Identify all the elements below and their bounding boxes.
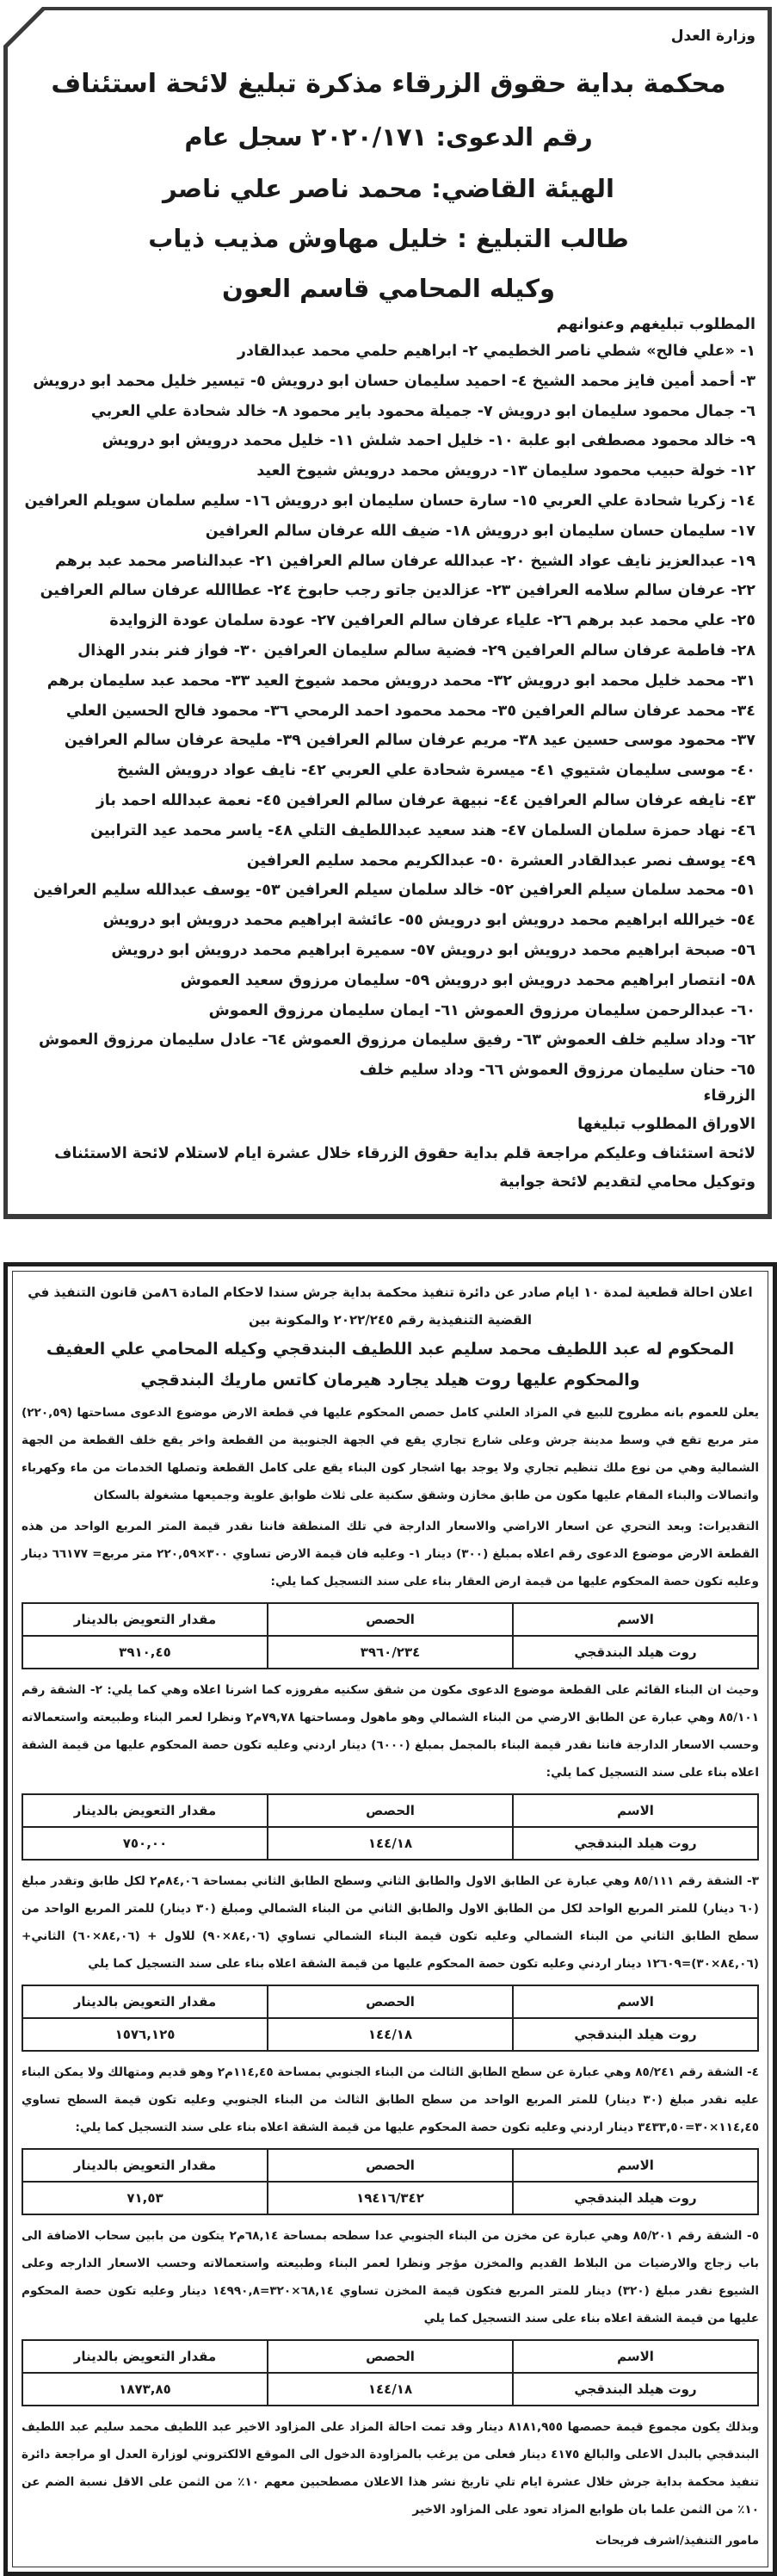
recipient-line: ٣- أحمد أمين فايز محمد الشيخ ٤- احميد سليمان حسان ابو درويش ٥- تيسير خليل محمد ابو درويش (33, 372, 755, 390)
header-share: الحصص (268, 1794, 513, 1827)
judgment-debtor: والمحكوم عليها روت هيلد يجارد هيرمان كاتس ماريك البندقجي (140, 1371, 640, 1390)
header-amount: مقدار التعويض بالدينار (22, 1794, 268, 1827)
recipient-line: ٥٤- خيرالله ابراهيم محمد درويش ابو درويش ٥٥- عائشة ابراهيم محمد درويش ابو درويش (102, 912, 755, 930)
cell-amount: ٧٥٠,٠٠ (22, 1827, 268, 1860)
recipient-line: ١٤- زكريا شحادة علي العربي ١٥- سارة حسان سليمان ابو درويش ١٦- سليم سلمان سويلم العرافين (24, 492, 755, 510)
table-row (22, 1827, 758, 1860)
cell-amount: ٣٩١٠,٤٥ (22, 1636, 268, 1669)
recipient-line: ٢٢- عرفان سالم سلامه العرافين ٢٣- عزالدين جاتو رجب حابوخ ٢٤- عطاالله عرفان سالم العرافين (40, 582, 755, 600)
notice-appeal-summons (0, 0, 777, 1223)
recipient-line: ٤٣- نايفه عرفان سالم العرافين ٤٤- نبيهة عرفان سالم العرافين ٤٥- نعمة عبدالله احمد باز (96, 792, 755, 809)
table-header-row (22, 1985, 758, 2018)
auction-closing-paragraph: وبذلك يكون مجموع قيمة حصصها ٨١٨١,٩٥٥ دينار وقد تمت احالة المزاد على المزاود الاخير عبد اللطيف محمد سليم عبد اللطيف البندقجي بالبدل الاعلى والبالغ ٤١٧٥ دينار فعلى من يرغب بالمزاودة الدخول الى الموقع الالكتروني لوزارة العدل او مراجعة دائرة تنفيذ محكمة بداية جرش خلال عشرة ايام تلي تاريخ نشر هذا الاعلان مصطحبين معهم ١٠٪ من الثمن على الاقل نسبة الضم عن ١٠٪ من الثمن علما بان طوابع المزاد تعود على المزاود الاخير (22, 2420, 760, 2517)
documents-text: لائحة استئناف وعليكم مراجعة قلم بداية حقوق الزرقاء خلال عشرة ايام لاستلام لائحة الاستئناف (54, 1145, 755, 1162)
cell-amount: ١٨٧٣,٨٥ (22, 2373, 268, 2406)
recipient-line: ١٢- خولة حبيب محمود سليمان ١٣- درويش محمد درويش شيوخ العيد (256, 462, 755, 480)
case-number: رقم الدعوى: ٢٠٢٠/١٧١ سجل عام (184, 122, 593, 152)
table-row (22, 2373, 758, 2406)
header-amount: مقدار التعويض بالدينار (22, 2149, 268, 2182)
city: الزرقاء (703, 1087, 755, 1105)
compensation-table (22, 1985, 759, 2052)
cell-amount: ١٥٧٦,١٢٥ (22, 2018, 268, 2051)
apartment-101-paragraph: وحيث ان البناء القائم على القطعة موضوع الدعوى مكون من شقق سكنيه مفروزه كما اشرنا اعلاه وهي كما يلي: ٢- الشقة رقم ٨٥/١٠١ وهي عبارة عن الطابق الارضي من البناء الشمالي وهو ماهول ومساحتها ٧٩,٧٨م٢ ونظرا لعمر البناء وطبيعته واستعمالاته وحسب الاسعار الدارجة فاننا نقدر قيمة البناء بالمجمل بمبلغ (٦٠٠٠) دينار اردني وعليه تكون حصة المحكوم عليها من قيمة الشقة اعلاه بناء على سند التسجيل كما يلي: (22, 1683, 759, 1780)
apartment-201-paragraph: ٥- الشقة رقم ٨٥/٢٠١ وهي عبارة عن مخزن من البناء الجنوبي عدا سطحه بمساحة ٦٨,١٤م٢ يتكون من بابين سحاب الاضافة الى باب زجاج والارضيات من البلاط القديم والمخزن مؤجر ونظرا لعمر البناء وطبيعته واستعمالاته وحسب الاسعار الدارجه وعلى الشيوع نقدر مبلغ (٣٢٠) دينار للمتر المربع فتكون قيمة المخزن تساوي ٦٨,١٤×٣٢٠=١٤٩٩٠,٨ دينار وعليه تكون حصة المحكوم عليها من قيمة الشقة اعلاه بناء على سند التسجيل كما يلي (22, 2229, 760, 2325)
table-header-row (22, 1603, 758, 1636)
auction-description-paragraph: يعلن للعموم بانه مطروح للبيع في المزاد العلني كامل حصص المحكوم عليها في قطعة الارض موضوع الدعوى مساحتها (٢٢٠,٥٩) متر مربع تقع في وسط مدينة جرش وعلى شارع تجاري يقع في الجهة الجنوبية من القطعة واخر يقع خلف القطعة من الجهة الشمالية وهي من نوع ملك تنظيم تجاري ولا يوجد بها اشجار كون البناء يقع على كامل القطعة وتصلها الخدمات من ماء وكهرباء واتصالات والبناء المقام عليها مكون من طابق مخازن وشقق سكنية على ثلاث طوابق علوية وجميعها مشغولة بالسكان (22, 1406, 759, 1502)
recipient-line: ٥١- محمد سلمان سيلم العرافين ٥٢- خالد سلمان سيلم العرافين ٥٣- يوسف عبدالله سليم العرافين (33, 882, 755, 900)
table-header-row (22, 1794, 758, 1827)
header-amount: مقدار التعويض بالدينار (22, 2340, 268, 2373)
compensation-table (22, 2339, 759, 2406)
header-share: الحصص (268, 1985, 513, 2018)
cell-amount: ٧١,٥٣ (22, 2182, 268, 2214)
cell-name: روت هيلد البندقجي (513, 2182, 758, 2214)
cell-share: ١٤٤/١٨ (268, 2018, 513, 2051)
cell-name: روت هيلد البندقجي (513, 2018, 758, 2051)
recipient-line: ١٩- عبدالعزيز نايف عواد الشيخ ٢٠- عبدالله عرفان سالم العرافين ٢١- عبدالناصر محمد عبد برهم (54, 552, 755, 570)
recipient-line: ٤٦- نهاد حمزة سلمان السلمان ٤٧- هند سعيد عبداللطيف التلي ٤٨- ياسر محمد عيد الترابين (90, 821, 755, 839)
header-amount: مقدار التعويض بالدينار (22, 1985, 268, 2018)
cell-share: ١٤٤/١٨ (268, 1827, 513, 1860)
recipient-line: ٢٨- فاطمة عرفان سالم العرافين ٢٩- فضية سالم سليمان العرافين ٣٠- فواز فنر بندر الهذال (77, 642, 755, 659)
case-reference: القضية التنفيذية رقم ٢٠٢٢/٢٤٥ والمكونة بين (248, 1312, 533, 1328)
header-name: الاسم (513, 1794, 758, 1827)
table-header-row (22, 2340, 758, 2373)
cell-name: روت هيلد البندقجي (513, 1827, 758, 1860)
cell-share: ١٩٤١٦/٣٤٢ (268, 2182, 513, 2214)
header-share: الحصص (268, 2149, 513, 2182)
recipient-line: ١٧- سليمان حسان سليمان ابو درويش ١٨- ضيف الله عرفان سالم العرافين (205, 522, 755, 540)
header-amount: مقدار التعويض بالدينار (22, 1603, 268, 1636)
cell-name: روت هيلد البندقجي (513, 2373, 758, 2406)
recipient-line: ٣١- محمد خليل محمد ابو درويش ٣٢- محمد درويش محمد شيوخ العيد ٣٣- محمد عبد سليمان برهم (46, 672, 755, 690)
compensation-table (22, 2148, 759, 2215)
recipient-line: ٤٩- يوسف نصر عبدالقادر العشرة ٥٠- عبدالكريم محمد سليم العرافين (246, 851, 755, 870)
recipient-line: ٣٧- محمود موسى حسين عيد ٣٨- مريم عرفان سالم العرافين ٣٩- مليحة عرفان سالم العرافين (64, 732, 755, 750)
cell-share: ٣٩٦٠/٢٣٤ (268, 1636, 513, 1669)
table-row (22, 2182, 758, 2214)
judge: الهيئة القاضي: محمد ناصر علي ناصر (163, 174, 614, 203)
table-row (22, 2018, 758, 2051)
recipient-line: ٦٥- حنان سليمان مرزوق العموش ٦٦- وداد سليم خلف (359, 1062, 755, 1080)
documents-text-2: وتوكيل محامي لتقديم لائحة جوابية (499, 1173, 755, 1191)
recipient-line: ٦٢- وداد سليم خلف العموش ٦٣- رفيق سليمان مرزوق العموش ٦٤- عادل سليمان مرزوق العموش (38, 1031, 755, 1050)
cell-name: روت هيلد البندقجي (513, 1636, 758, 1669)
recipient-line: ٤٠- موسى سليمان شتيوي ٤١- ميسرة شحادة علي العربي ٤٢- نايف عواد درويش الشيخ (116, 762, 755, 780)
valuation-land-paragraph: التقديرات: وبعد التحري عن اسعار الاراضي والاسعار الدارجة في تلك المنطقة فاننا نقدر قيمة المتر المربع الواحد من هذه القطعة الارض موضوع الدعوى رقم اعلاه بمبلغ (٣٠٠) دينار ١- وعليه فان قيمة الارض تساوي ٣٠٠×٢٢٠,٥٩ متر مربع= ٦٦١٧٧ دينار وعليه تكون حصة المحكوم عليها من قيمة ارض العقار بناء على سند التسجيل كما يلي: (22, 1520, 759, 1588)
table-header-row (22, 2149, 758, 2182)
header-name: الاسم (513, 1603, 758, 1636)
ministry-label: وزارة العدل (670, 28, 755, 45)
judgment-creditor: المحكوم له عبد اللطيف محمد سليم عبد اللطيف البندقجي وكيله المحامي علي العفيف (46, 1340, 735, 1359)
recipient-line: ٢٥- علي محمد عبد برهم ٢٦- علياء عرفان سالم العرافين ٢٧- عودة سلمان عودة الزوايدة (109, 612, 755, 630)
notice-title: محكمة بداية حقوق الزرقاء مذكرة تبليغ لائحة استئناف (51, 69, 726, 99)
table-row (22, 1636, 758, 1669)
recipient-line: ٣٤- محمد عرفان سالم العرافين ٣٥- محمد محمود احمد الرمحي ٣٦- محمود فالح الحسين العلي (65, 702, 755, 720)
signature: مامور التنفيذ/اشرف فريحات (595, 2534, 759, 2548)
header-name: الاسم (513, 2340, 758, 2373)
auction-header: اعلان احالة قطعية لمدة ١٠ ايام صادر عن دائرة تنفيذ محكمة بداية جرش سندا لاحكام المادة ٨٦من قانون التنفيذ في (28, 1285, 753, 1300)
notice-final-auction (3, 1262, 777, 2576)
compensation-table (22, 1602, 759, 1669)
header-share: الحصص (268, 1603, 513, 1636)
recipient-line: ٥٦- صبحة ابراهيم محمد درويش ابو درويش ٥٧- سميرة ابراهيم محمد درويش ابو درويش (111, 942, 755, 959)
header-name: الاسم (513, 1985, 758, 2018)
apartment-111-paragraph: ٣- الشقة رقم ٨٥/١١١ وهي عبارة عن الطابق الاول والطابق الثاني وسطح الطابق الثاني بمساحة ٨٤,٠٦م٢ لكل طابق وتقدر مبلغ (٦٠ دينار) للمتر المربع الواحد لكل من الطابق الاول والطابق الثاني من البناء الشمالي ومبلغ (٣٠ دينار) للمتر المربع الواحد من سطح الطابق الثاني من البناء الشمالي وعليه تكون قيمة البناء الشمالي تساوي (٨٤,٠٦×٩٠) للاول + (٨٤,٠٦×٦٠) الثاني+ (٨٤,٠٦×٣٠)=١٢٦٠٩ دينار اردني وعليه تكون حصة المحكوم عليها من قيمة الشقة اعلاه بناء على سند التسجيل كما يلي (22, 1874, 760, 1971)
recipient-line: ١- «علي فالح» شطي ناصر الخطيمي ٢- ابراهيم حلمي محمد عبدالقادر (237, 343, 755, 360)
requester: طالب التبليغ : خليل مهاوش مذيب ذياب (148, 224, 629, 253)
recipient-line: ٦٠- عبدالرحمن سليمان مرزوق العموش ٦١- ايمان سليمان مرزوق العموش (208, 1001, 755, 1019)
lawyer: وكيله المحامي قاسم العون (221, 274, 556, 303)
documents-heading: الاوراق المطلوب تبليغها (577, 1116, 755, 1133)
recipients-heading: المطلوب تبليغهم وعنوانهم (556, 316, 755, 333)
header-name: الاسم (513, 2149, 758, 2182)
recipient-line: ٦- جمال محمود سليمان ابو درويش ٧- جميلة محمود باير محمود ٨- خالد شحادة علي العربي (90, 402, 755, 420)
recipient-line: ٩- خالد محمود مصطفى ابو علبة ١٠- خليل احمد شلش ١١- خليل محمد درويش ابو درويش (102, 432, 755, 450)
apartment-241-paragraph: ٤- الشقة رقم ٨٥/٢٤١ وهي عبارة عن سطح الطابق الثالث من البناء الجنوبي بمساحة ١١٤,٤٥م٢ وهو قديم ومتهالك ولا يمكن البناء عليه نقدر مبلغ (٣٠ دينار) للمتر المربع الواحد من سطح الطابق الثالث من البناء الجنوبي وعليه تكون قيمة السطح تساوي ١١٤,٤٥×٣٠=٣٤٣٣,٥٠ دينار اردني وعليه تكون حصة المحكوم عليها من قيمة الشقة اعلاه بناء على سند التسجيل كما يلي: (22, 2065, 760, 2134)
compensation-table (22, 1793, 759, 1861)
header-share: الحصص (268, 2340, 513, 2373)
recipient-line: ٥٨- انتصار ابراهيم محمد درويش ابو درويش ٥٩- سليمان مرزوق سعيد العموش (180, 971, 755, 989)
cell-share: ١٤٤/١٨ (268, 2373, 513, 2406)
